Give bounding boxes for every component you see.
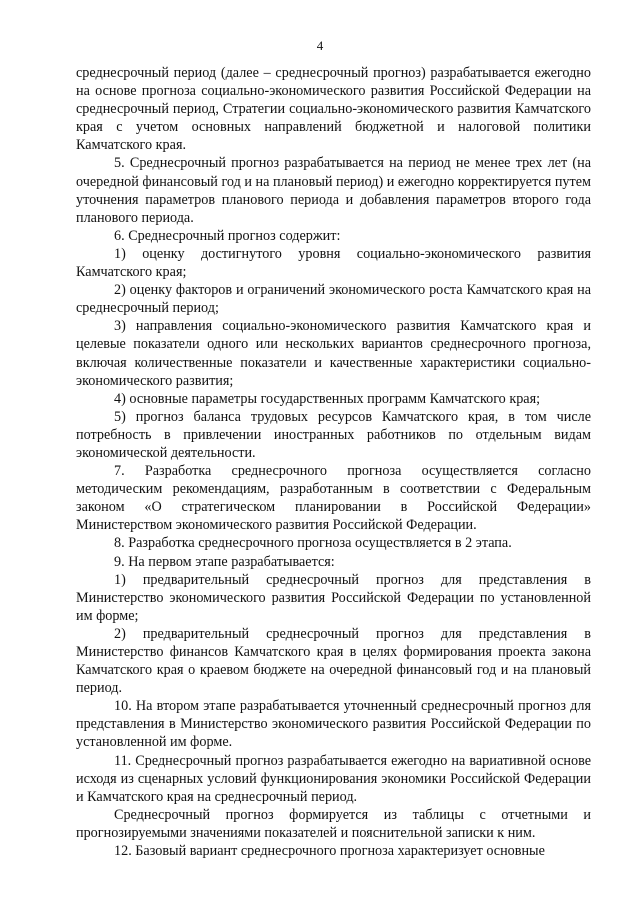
paragraph-item-5: 5. Среднесрочный прогноз разрабатывается на период не менее трех лет (на очередной финансовый год и на плановый период) и ежегодно корректируется путем уточнения параметров планового периода и добавления параметров второго года планового периода. [76,155,591,226]
paragraph-item-9-1: 1) предварительный среднесрочный прогноз для представления в Министерство экономического развития Российской Федерации по установленной им форме; [76,571,591,624]
paragraph-forecast-intro-continued: среднесрочный период (далее – среднесрочный прогноз) разрабатывается ежегодно на основе прогноза социально-экономического развития Российской Федерации на среднесрочный период, Стратегии социально-экономического развития Камчатского края с учетом основных направлений бюджетной и налоговой политики Камчатского края. [76,65,591,154]
paragraph-item-7: 7. Разработка среднесрочного прогноза осуществляется согласно методическим рекомендациям, разработанным в соответствии с Федеральным законом «О стратегическом планировании в Российской Федерации» Министерством экономического развития Российской Федерации. [76,463,591,534]
paragraph-item-11: 11. Среднесрочный прогноз разрабатывается ежегодно на вариативной основе исходя из сценарных условий функционирования экономики Российской Федерации и Камчатского края на среднесрочный период. [76,752,591,805]
paragraph-item-12: 12. Базовый вариант среднесрочного прогноза характеризует основные [114,843,545,860]
document-body [76,64,591,860]
paragraph-item-10: 10. На втором этапе разрабатывается уточненный среднесрочный прогноз для представления в Министерство экономического развития Российской Федерации по установленной им форме. [76,698,591,751]
paragraph-item-9: 9. На первом этапе разрабатывается: [114,553,335,570]
paragraph-item-6: 6. Среднесрочный прогноз содержит: [114,227,341,244]
paragraph-item-6-1: 1) оценку достигнутого уровня социально-экономического развития Камчатского края; [76,245,591,281]
page-number: 4 [316,38,324,53]
paragraph-item-8: 8. Разработка среднесрочного прогноза осуществляется в 2 этапа. [114,535,512,552]
paragraph-item-11-note: Среднесрочный прогноз формируется из таблицы с отчетными и прогнозируемыми значениями показателей и пояснительной записки к ним. [76,806,591,841]
paragraph-item-6-5: 5) прогноз баланса трудовых ресурсов Камчатского края, в том числе потребность в привлечении иностранных работников по отдельным видам экономической деятельности. [76,408,591,461]
paragraph-item-6-4: 4) основные параметры государственных программ Камчатского края; [114,390,541,407]
paragraph-item-6-2: 2) оценку факторов и ограничений экономического роста Камчатского края на среднесрочный период; [76,282,591,317]
paragraph-item-9-2: 2) предварительный среднесрочный прогноз для представления в Министерство финансов Камчатского края в целях формирования проекта закона Камчатского края о краевом бюджете на очередной финансовый год и на плановый период. [76,625,591,697]
paragraph-item-6-3: 3) направления социально-экономического развития Камчатского края и целевые показатели одного или нескольких вариантов среднесрочного прогноза, включая количественные показатели и качественные характеристики социально-экономического развития; [76,318,591,389]
